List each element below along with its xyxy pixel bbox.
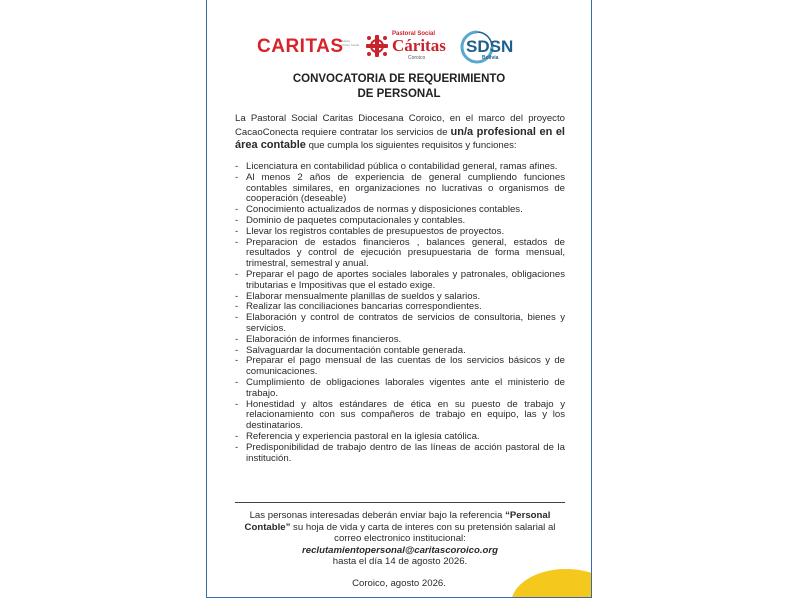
decorative-corner-shape (511, 569, 592, 598)
requirement-item (235, 313, 565, 335)
requirement-text: Elaborar mensualmente planillas de sueldos y salarios. (246, 290, 481, 302)
intro-text-1: La Pastoral Social Caritas Diocesana Coroico, en el marco del proyecto CacaoConecta requiere contratar los servicios de (235, 113, 565, 138)
logo-bar (207, 28, 591, 68)
requirement-text: Elaboración y control de contratos de servicios de consultoria, bienes y servicios. (246, 312, 565, 334)
bullet-dash-icon: - (235, 430, 239, 442)
requirement-text: Salvaguardar la documentación contable generada. (246, 344, 466, 356)
divider (235, 502, 565, 503)
closing-text-1: Las personas interesadas deberán enviar bajo la referencia (249, 510, 506, 521)
bullet-dash-icon: - (235, 171, 239, 183)
requirement-text: Cumplimiento de obligaciones laborales vigentes ante el ministerio de trabajo. (246, 376, 565, 399)
requirement-text: Elaboración de informes financieros. (246, 333, 402, 345)
requirement-item (235, 443, 565, 465)
requirement-text: Conocimiento actualizados de normas y disposiciones contables. (246, 204, 523, 216)
bullet-dash-icon: - (235, 333, 239, 345)
closing-text-2: su hoja de vida y carta de interes con su pretensión salarial al correo electronico institucional: (290, 521, 556, 545)
bullet-dash-icon: - (235, 161, 239, 172)
bullet-dash-icon: - (235, 301, 239, 313)
requirement-text: Referencia y experiencia pastoral en la iglesia católica. (246, 430, 480, 442)
bullet-dash-icon: - (235, 214, 239, 226)
requirement-item (235, 378, 565, 400)
requirement-item (235, 356, 565, 378)
sdsn-label: SDSN (466, 37, 514, 56)
caritas-cross-icon (364, 33, 390, 59)
bullet-dash-icon: - (235, 236, 239, 248)
bullet-dash-icon: - (235, 398, 239, 410)
document-page (206, 0, 592, 598)
caritas-logo-tagline: Bolivia · Acción Social (341, 39, 360, 47)
place-date: Coroico, agosto 2026. (352, 578, 446, 589)
bullet-dash-icon: - (235, 312, 239, 324)
bullet-dash-icon: - (235, 355, 239, 367)
sdsn-bolivia-label: Bolivia (482, 55, 499, 61)
reference-label: “Personal Contable” (244, 510, 551, 533)
requirement-text: Predisponibilidad de trabajo dentro de las líneas de acción pastoral de la institución. (246, 441, 565, 464)
requirement-text: Preparar el pago mensual de las cuentas de los servicios básicos y de comunicaciones. (246, 355, 565, 378)
requirement-text: Llevar los registros contables de presupuestos de proyectos. (246, 225, 505, 237)
caritas-logo (257, 36, 360, 58)
requirement-text: Al menos 2 años de experiencia de general cumpliendo funciones contables similares, en organizaciones no lucrativas o organismos de cooperación (deseable) (246, 171, 565, 205)
caritas-logo-text: CARITAS (257, 36, 344, 57)
bullet-dash-icon: - (235, 268, 239, 280)
coroico-label: Coroico (408, 55, 426, 61)
title-line-1: CONVOCATORIA DE REQUERIMIENTO (292, 73, 506, 85)
bullet-dash-icon: - (235, 344, 239, 356)
requirement-text: Preparacion de estados financieros , balances general, estados de resultados y control de ejecución presupuestaria de forma mensual, trimestral, semestral y anual. (246, 236, 565, 270)
bullet-dash-icon: - (235, 376, 239, 388)
closing-paragraph (235, 510, 565, 568)
requirements-list (235, 162, 565, 464)
intro-text-2: que cumpla los siguientes requisitos y funciones: (305, 140, 517, 152)
requirement-item (235, 270, 565, 292)
requirement-item (235, 400, 565, 432)
title-line-2: DE PERSONAL (357, 88, 441, 100)
requirement-text: Realizar las conciliaciones bancarias correspondientes. (246, 301, 482, 313)
bullet-dash-icon: - (235, 225, 239, 237)
requirement-text: Preparar el pago de aportes sociales laborales y patronales, obligaciones tributarias e Impositivas que el estado exige. (246, 268, 565, 291)
intro-paragraph (235, 113, 565, 153)
bullet-dash-icon: - (235, 204, 239, 216)
pastoral-social-label: Pastoral Social (392, 31, 436, 37)
contact-email[interactable]: reclutamientopersonal@caritascoroico.org (302, 544, 498, 556)
requirement-text: Licenciatura en contabilidad pública o contabilidad general, ramas afines. (246, 161, 558, 172)
requirement-text: Honestidad y altos estándares de ética en su puesto de trabajo y relacionamiento con sus compañeros de trabajo en equipo, las y los destinatarios. (246, 398, 565, 432)
intro-highlight: un/a profesional en el área contable (235, 125, 565, 152)
bullet-dash-icon: - (235, 441, 239, 453)
requirement-item (235, 173, 565, 205)
page-title (207, 72, 591, 102)
caritas-label: Cáritas (392, 36, 446, 55)
deadline-text: hasta el día 14 de agosto 2026. (332, 556, 468, 568)
bullet-dash-icon: - (235, 290, 239, 302)
requirement-text: Dominio de paquetes computacionales y contables. (246, 214, 466, 226)
requirement-item (235, 238, 565, 270)
